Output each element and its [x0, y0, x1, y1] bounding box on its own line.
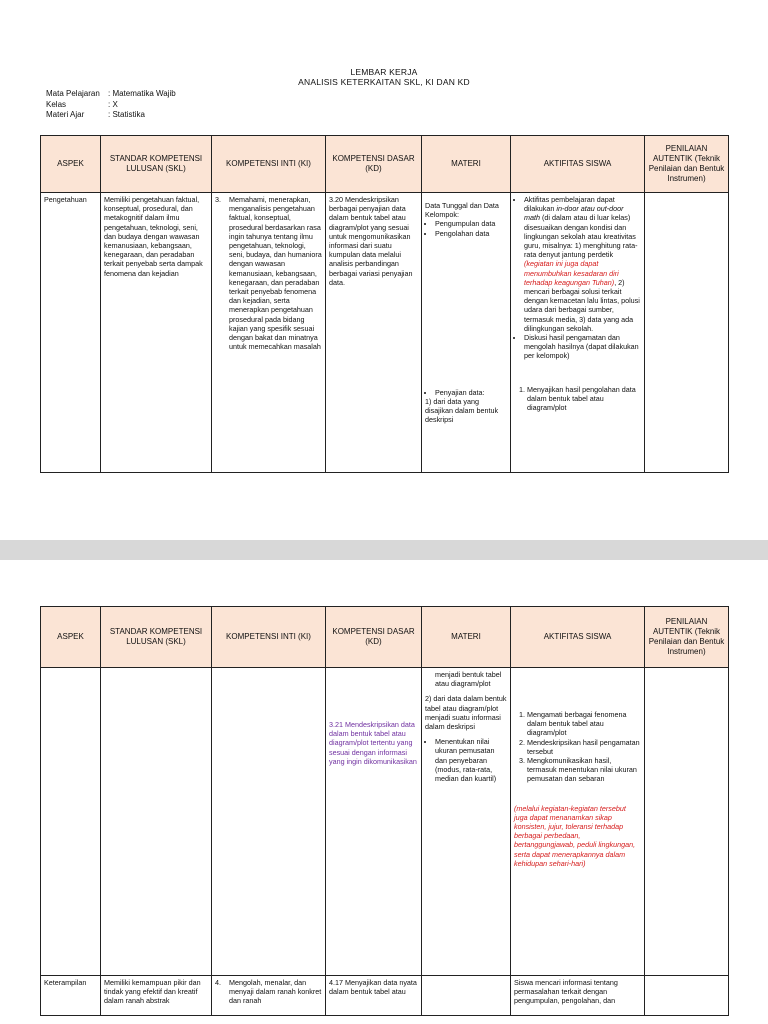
header-aspek: ASPEK — [41, 607, 101, 668]
akt-b1-post: (di dalam atau di luar kelas) disesuaikan dengan kondisi dan lingkungan sekolah atau kreativitas guru, misalnya: 1) menghitung rata-rata denyut jantung perdetik — [524, 213, 638, 260]
materi-bullet-ukuran: • Menentukan nilai ukuran pemusatan dan penyebaran (modus, rata-rata, median dan kuartil) — [435, 737, 507, 783]
akt-b1-red: (kegiatan ini juga dapat menumbuhkan kesadaran diri terhadap keagungan Tuhan) — [524, 259, 619, 287]
cell-skl-2: Memiliki kemampuan pikir dan tindak yang efektif dan kreatif dalam ranah abstrak — [101, 976, 212, 1016]
header-penilaian: PENILAIAN AUTENTIK (Teknik Penilaian dan Bentuk Instrumen) — [645, 136, 729, 193]
materi-bullet-penyajian: • Penyajian data: — [435, 388, 507, 397]
doc-title-line2: ANALISIS KETERKAITAN SKL, KI DAN KD — [298, 77, 470, 87]
materi-bullet-pengumpulan: • Pengumpulan data — [435, 219, 507, 228]
cell-penilaian-2 — [645, 976, 729, 1016]
table-row-keterampilan — [41, 976, 729, 1016]
table-row-pengetahuan-cont — [41, 668, 729, 976]
meta-materi-value: : Statistika — [108, 110, 145, 119]
header-aktifitas: AKTIFITAS SISWA — [511, 136, 645, 193]
kd-3-21: 3.21 Mendeskripsikan data dalam bentuk tabel atau diagram/plot tertentu yang sesuai dengan informasi yang ingin dikomunikasikan — [329, 720, 417, 766]
header-materi: MATERI — [422, 136, 511, 193]
meta-mapel-label: Mata Pelajaran — [46, 89, 100, 98]
meta-kelas-value: : X — [108, 99, 118, 109]
akt-b1-end: , 2) mencari berbagai solusi terkait dengan kemacetan lalu lintas, polusi udara dari berbagai sumber, termasuk media, 3) data yang ada dilingkungan sekolah. — [524, 277, 640, 333]
cell-aspek-2: Keterampilan — [41, 976, 101, 1016]
cell-ki — [212, 668, 326, 976]
cell-aktifitas — [511, 668, 645, 976]
table-row-pengetahuan — [41, 193, 729, 473]
aktifitas-num-1: 1. Mengamati berbagai fenomena dalam bentuk tabel atau diagram/plot — [527, 710, 641, 738]
meta-info — [46, 89, 176, 121]
table-header-row-2 — [41, 607, 729, 668]
table-header-row — [41, 136, 729, 193]
cell-kd-2: 4.17 Menyajikan data nyata dalam bentuk tabel atau — [326, 976, 422, 1016]
akt-b1-italic: in-door atau out-door math — [524, 204, 624, 223]
materi-bullet-pengolahan: • Pengolahan data — [435, 229, 507, 238]
header-aktifitas: AKTIFITAS SISWA — [511, 607, 645, 668]
header-materi: MATERI — [422, 607, 511, 668]
ki2-text: Mengolah, menalar, dan menyaji dalam ranah konkret dan ranah — [229, 978, 322, 1006]
doc-title-line1: LEMBAR KERJA — [350, 67, 418, 77]
header-kd: KOMPETENSI DASAR (KD) — [326, 136, 422, 193]
cell-aktifitas-2: Siswa mencari informasi tentang permasalahan terkait dengan pengumpulan, pengolahan, dan — [511, 976, 645, 1016]
header-skl: STANDAR KOMPETENSI LULUSAN (SKL) — [101, 136, 212, 193]
ki2-number: 4. — [215, 978, 221, 987]
materi-sub-1: 1) dari data yang disajikan dalam bentuk deskripsi — [425, 397, 499, 425]
ki-number: 3. — [215, 195, 221, 204]
cell-skl: Memiliki pengetahuan faktual, konseptual, prosedural, dan metakognitif dalam ilmu pengetahuan, teknologi, seni, dan budaya dengan wawasan kemanusiaan, kebangsaan, kenegaraan, dan peradaban terkait penyebab serta dampak fenomena dan kejadian — [101, 193, 212, 473]
cell-materi-2 — [422, 976, 511, 1016]
page-2 — [0, 560, 768, 1024]
meta-mapel-value: : Matematika Wajib — [108, 89, 176, 98]
cell-kd — [326, 668, 422, 976]
materi-sub-2: 2) dari data dalam bentuk tabel atau diagram/plot menjadi suatu informasi dalam deskripsi — [425, 694, 507, 732]
header-skl: STANDAR KOMPETENSI LULUSAN (SKL) — [101, 607, 212, 668]
materi-cont: menjadi bentuk tabel atau diagram/plot — [435, 670, 502, 689]
analysis-table-page1 — [40, 135, 729, 473]
cell-ki-2 — [212, 976, 326, 1016]
aktifitas-bullet-1 — [524, 195, 641, 333]
cell-aspek: Pengetahuan — [41, 193, 101, 473]
header-kd: KOMPETENSI DASAR (KD) — [326, 607, 422, 668]
cell-aktifitas — [511, 193, 645, 473]
ki-text: Memahami, menerapkan, menganalisis pengetahuan faktual, konseptual, prosedural berdasarkan rasa ingin tahunya tentang ilmu pengetahuan, teknologi, seni, budaya, dan humaniora dengan wawasan kemanusiaan, kebangsaan, kenegaraan, dan peradaban terkait penyebab fenomena dan kejadian, serta menerapkan pengetahuan prosedural pada bidang kajian yang spesifik sesuai dengan bakat dan minatnya untuk memecahkan masalah — [229, 195, 322, 352]
header-aspek: ASPEK — [41, 136, 101, 193]
cell-kd: 3.20 Mendeskripsikan berbagai penyajian data dalam bentuk tabel atau diagram/plot yang sesuai untuk mengomunikasikan informasi dari suatu kumpulan data melalui analisis perbandingan berbagai variasi penyajian data. — [326, 193, 422, 473]
aktifitas-num-2: 2. Mendeskripsikan hasil pengamatan tersebut — [527, 738, 641, 756]
aktifitas-note-red: (melalui kegiatan-kegiatan tersebut juga dapat menanamkan sikap konsisten, jujur, toleransi terhadap berbagai perbedaan, bertanggungjawab, peduli lingkungan, serta dapat menerapkannya dalam kehidupan sehari-hari) — [514, 803, 636, 868]
header-penilaian: PENILAIAN AUTENTIK (Teknik Penilaian dan Bentuk Instrumen) — [645, 607, 729, 668]
cell-ki — [212, 193, 326, 473]
header-ki: KOMPETENSI INTI (KI) — [212, 136, 326, 193]
cell-materi — [422, 668, 511, 976]
aktifitas-num-1: 1. Menyajikan hasil pengolahan data dalam bentuk tabel atau diagram/plot — [527, 385, 641, 413]
analysis-table-page2 — [40, 606, 729, 1016]
materi-intro: Data Tunggal dan Data Kelompok: — [425, 201, 499, 220]
aktifitas-num-3: 3. Mengkomunikasikan hasil, termasuk menentukan nilai ukuran pemusatan dan sebaran — [527, 756, 641, 784]
cell-aspek — [41, 668, 101, 976]
cell-skl — [101, 668, 212, 976]
meta-kelas-label: Kelas — [46, 99, 67, 109]
meta-materi-label: Materi Ajar — [46, 110, 85, 119]
header-ki: KOMPETENSI INTI (KI) — [212, 607, 326, 668]
akt-b1-pre: Aktifitas pembelajaran dapat dilakukan — [524, 195, 615, 214]
aktifitas-bullet-2: • Diskusi hasil pengamatan dan mengolah hasilnya (dapat dilakukan per kelompok) — [524, 333, 641, 361]
cell-penilaian — [645, 668, 729, 976]
cell-penilaian — [645, 193, 729, 473]
cell-materi — [422, 193, 511, 473]
